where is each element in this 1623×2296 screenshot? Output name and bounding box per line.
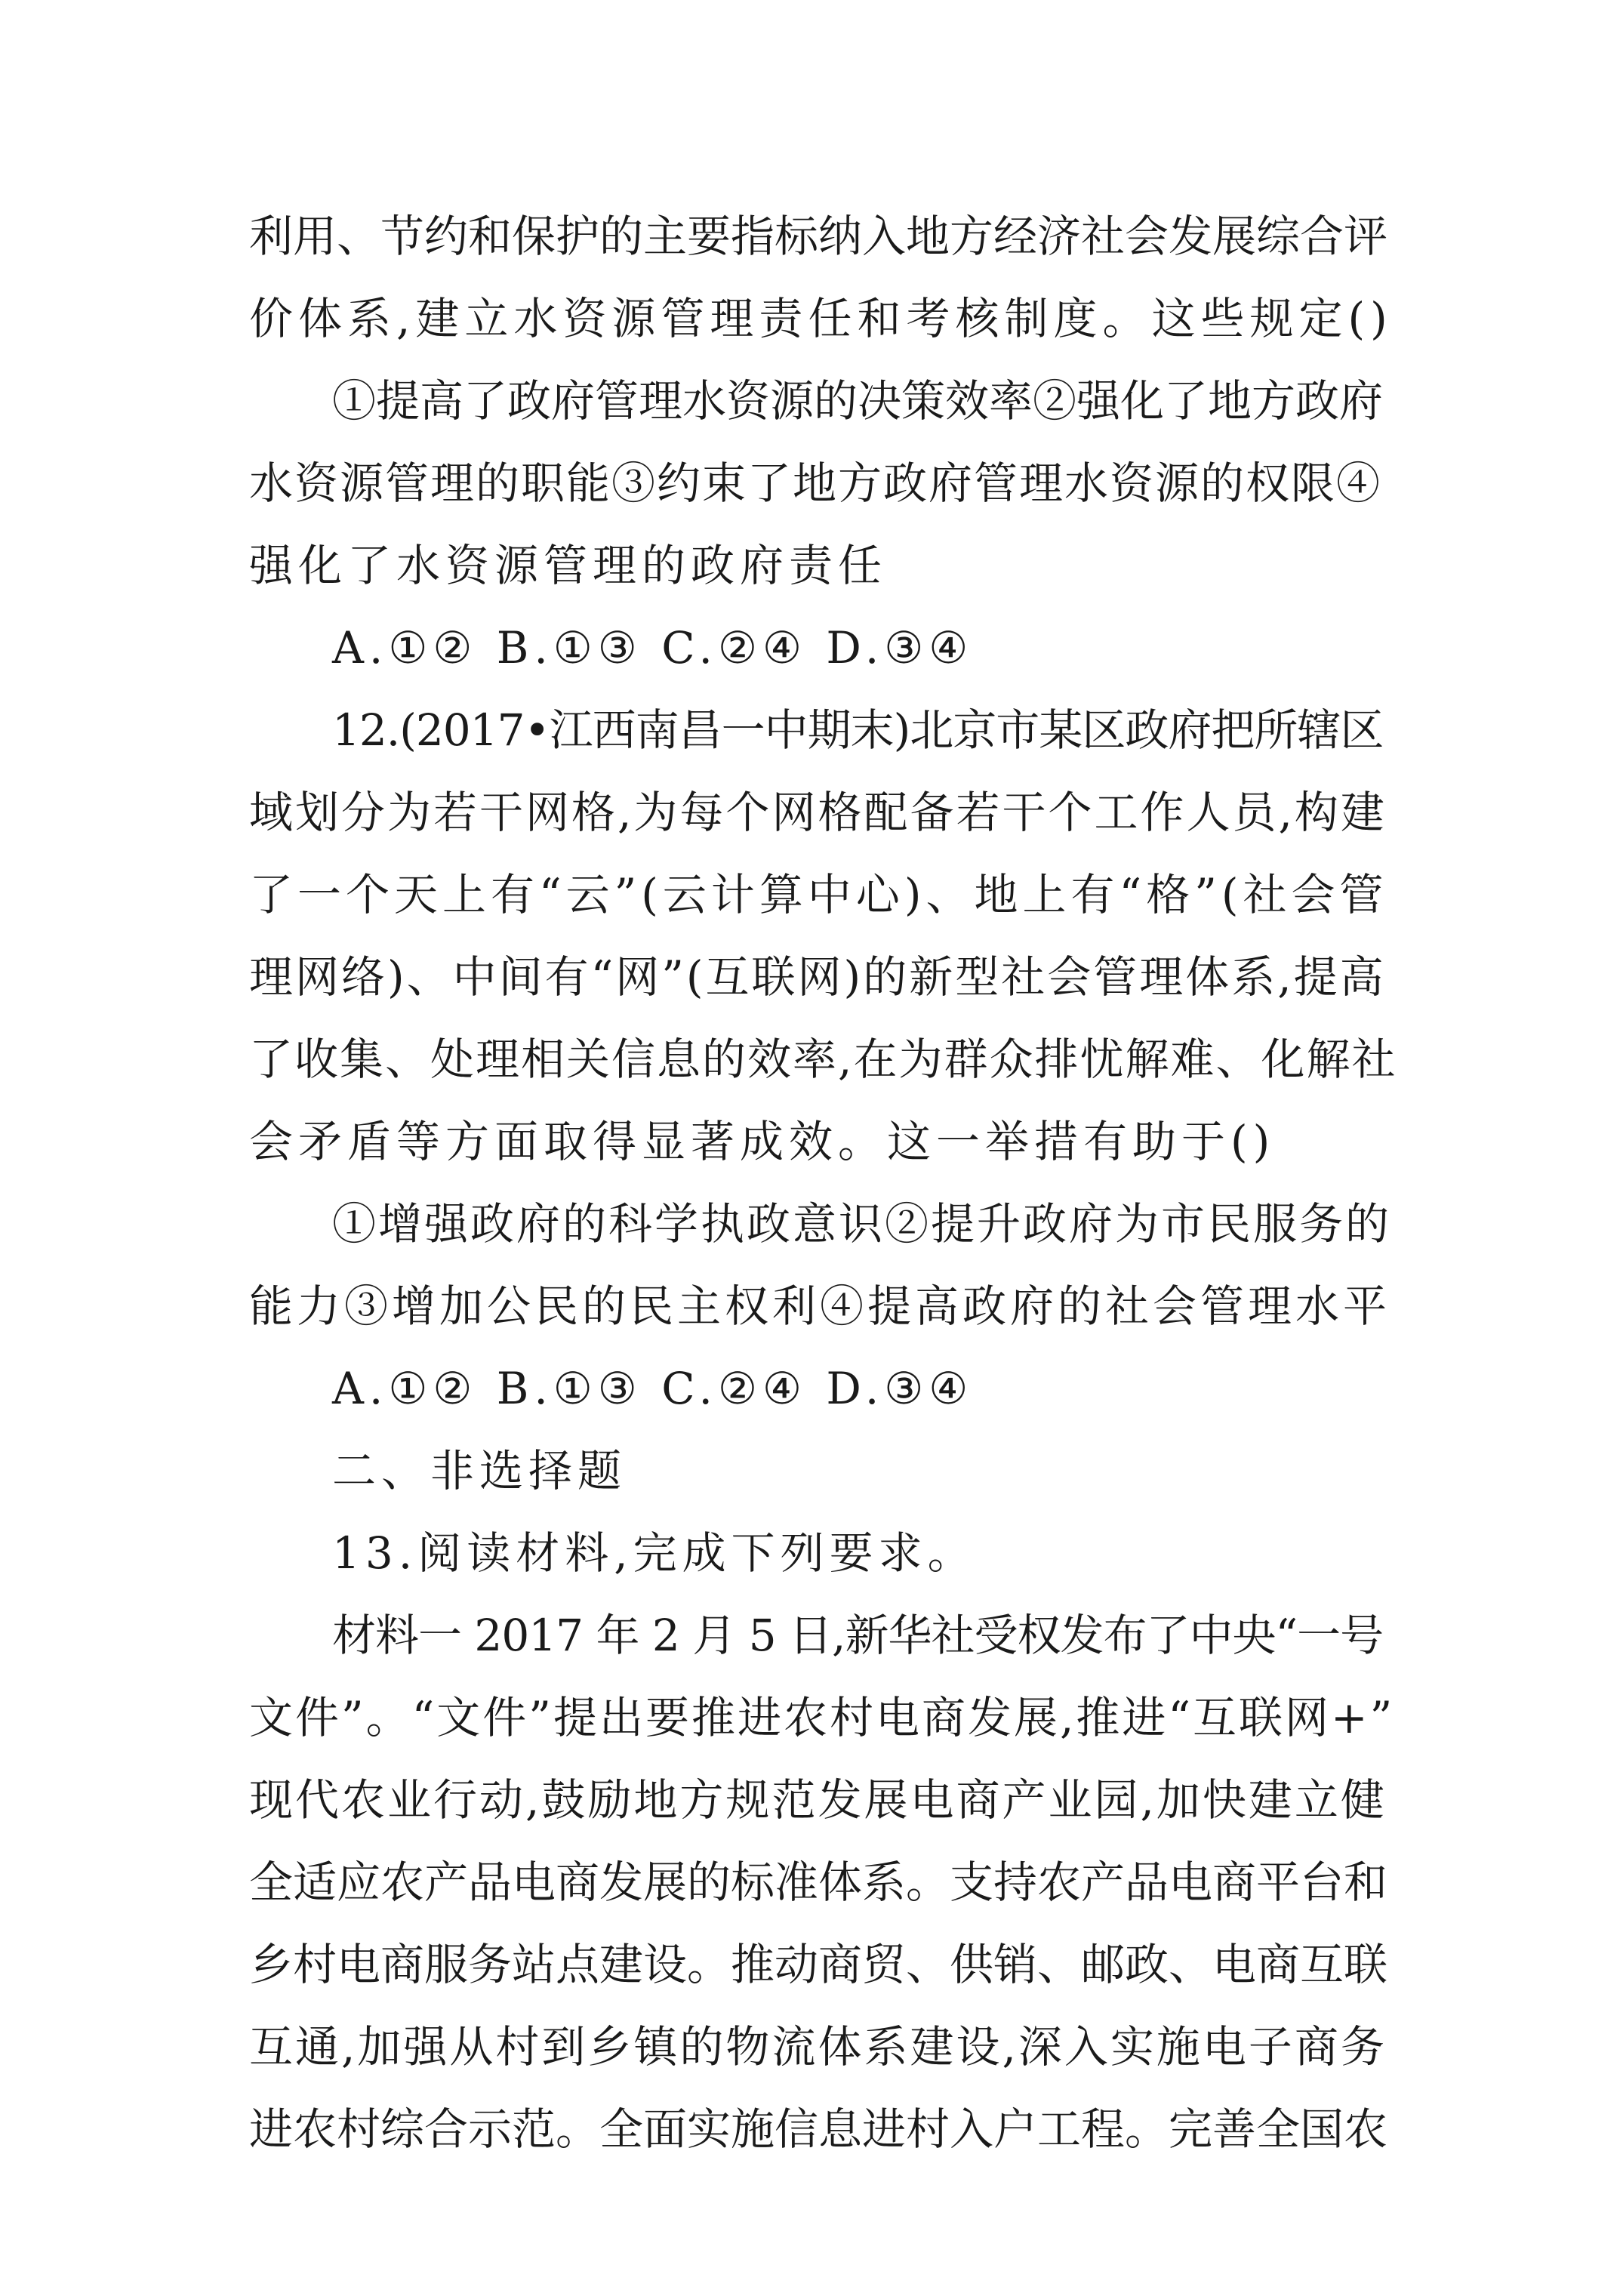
material-1-line-7: 进农村综合示范。全面实施信息进村入户工程。完善全国农: [249, 2103, 1388, 2155]
question-12-options-line-2: 能力③增加公民的民主权利④提高政府的社会管理水平: [249, 1281, 1391, 1332]
question-11-options-line-3: 强化了水资源管理的政府责任: [249, 540, 888, 591]
text-line-1: 利用、节约和保护的主要指标纳入地方经济社会发展综合评: [249, 211, 1388, 262]
question-12-stem-line-2: 域划分为若干网格,为每个网格配备若干个工作人员,构建: [249, 787, 1387, 838]
text-line-2: 价体系,建立水资源管理责任和考核制度。这些规定(): [249, 293, 1393, 344]
question-12-stem-line-6: 会矛盾等方面取得显著成效。这一举措有助于(): [249, 1116, 1276, 1167]
question-12-stem-line-3: 了一个天上有“云”(云计算中心)、地上有“格”(社会管: [249, 869, 1388, 920]
material-1-line-2: 文件”。“文件”提出要推进农村电商发展,推进“互联网+”: [249, 1692, 1395, 1743]
question-12-stem-line-4: 理网络)、中间有“网”(互联网)的新型社会管理体系,提高: [249, 951, 1386, 1003]
question-11-answer-choices: A.①② B.①③ C.②④ D.③④: [332, 622, 974, 673]
question-13-stem: 13.阅读材料,完成下列要求。: [332, 1527, 977, 1579]
question-12-options-line-1: ①增强政府的科学执政意识②提升政府为市民服务的: [332, 1198, 1392, 1250]
question-11-options-line-1: ①提高了政府管理水资源的决策效率②强化了地方政府: [332, 375, 1384, 427]
material-1-line-4: 全适应农产品电商发展的标准体系。支持农产品电商平台和: [249, 1857, 1388, 1908]
material-1-line-3: 现代农业行动,鼓励地方规范发展电商产业园,加快建立健: [249, 1774, 1387, 1826]
material-1-line-1: 材料一 2017 年 2 月 5 日,新华社受权发布了中央“一号: [332, 1610, 1384, 1661]
question-12-stem-line-1: 12.(2017•江西南昌一中期末)北京市某区政府把所辖区: [332, 704, 1384, 756]
question-11-options-line-2: 水资源管理的职能③约束了地方政府管理水资源的权限④: [249, 458, 1382, 509]
material-1-line-6: 互通,加强从村到乡镇的物流体系建设,深入实施电子商务: [249, 2021, 1387, 2073]
question-12-answer-choices: A.①② B.①③ C.②④ D.③④: [332, 1363, 974, 1414]
material-1-line-5: 乡村电商服务站点建设。推动商贸、供销、邮政、电商互联: [249, 1939, 1388, 1990]
question-12-stem-line-5: 了收集、处理相关信息的效率,在为群众排忧解难、化解社: [249, 1034, 1397, 1085]
section-heading: 二、非选择题: [332, 1445, 627, 1496]
